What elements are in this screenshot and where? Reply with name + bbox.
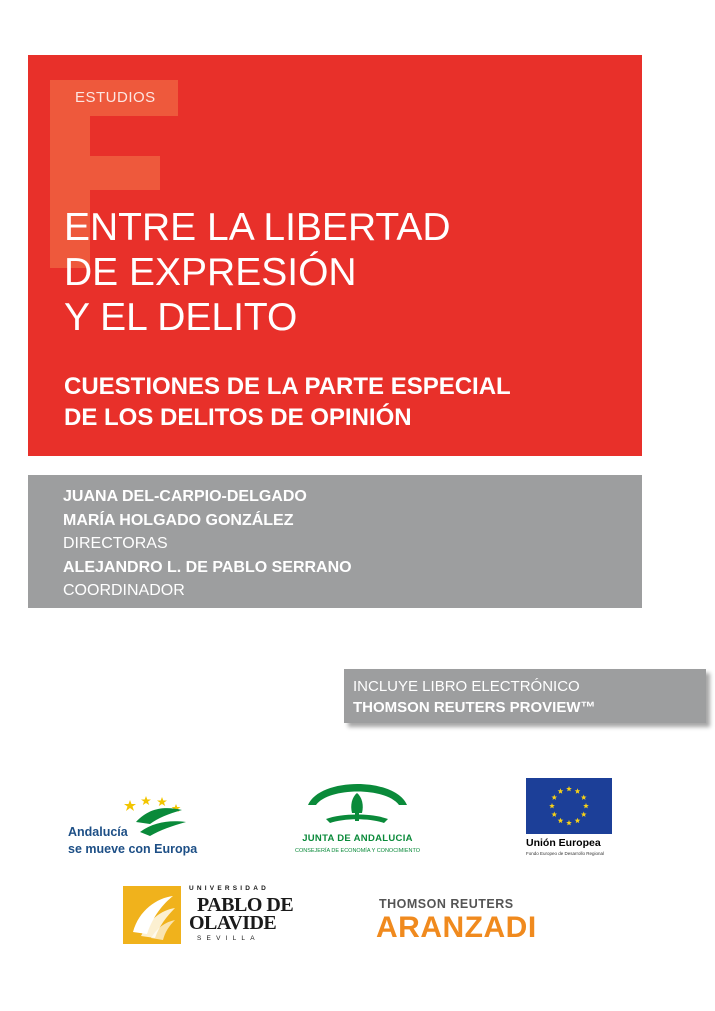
cover-red-panel <box>28 55 642 456</box>
role-label: COORDINADOR <box>63 582 185 599</box>
publisher-logo <box>374 893 554 948</box>
upo-logo-pablo: PABLO DE <box>197 894 294 916</box>
author-name: JUANA DEL-CARPIO-DELGADO <box>63 488 307 505</box>
subtitle-line: CUESTIONES DE LA PARTE ESPECIAL <box>64 373 511 400</box>
upo-logo-olavide: OLAVIDE <box>189 912 277 934</box>
upo-logo <box>123 882 294 946</box>
junta-andalucia-logo <box>280 775 435 865</box>
upo-logo-city: SEVILLA <box>197 935 260 942</box>
junta-logo-sub: CONSEJERÍA DE ECONOMÍA Y CONOCIMIENTO <box>295 848 420 854</box>
title-line: ENTRE LA LIBERTAD <box>64 206 451 249</box>
junta-arch-icon <box>280 775 435 831</box>
title-line: DE EXPRESIÓN <box>64 251 357 294</box>
coordinator-name: ALEJANDRO L. DE PABLO SERRANO <box>63 558 352 576</box>
book-title <box>64 205 624 340</box>
andalucia-logo-line2: se mueve con Europa <box>68 842 198 856</box>
junta-logo-name: JUNTA DE ANDALUCIA <box>302 833 413 844</box>
role-label: DIRECTORAS <box>63 535 168 552</box>
ebook-badge-line1: INCLUYE LIBRO ELECTRÓNICO <box>353 678 580 695</box>
ebook-badge-line2: THOMSON REUTERS PROVIEW™ <box>353 699 596 716</box>
author-name: MARÍA HOLGADO GONZÁLEZ <box>63 511 294 529</box>
credits-panel <box>28 475 642 608</box>
eu-logo-sub: Fondo Europeo de Desarrollo Regional <box>526 851 605 856</box>
andalucia-logo-line1: Andalucía <box>68 825 128 839</box>
eu-logo <box>522 776 617 866</box>
publisher-logo-line1: THOMSON REUTERS <box>379 897 514 911</box>
ebook-badge <box>344 669 706 723</box>
publisher-logo-line2: ARANZADI <box>376 911 537 944</box>
eu-flag-icon <box>526 778 612 834</box>
title-line: Y EL DELITO <box>64 296 298 339</box>
eu-logo-name: Unión Europea <box>526 837 601 849</box>
upo-logo-university: UNIVERSIDAD <box>189 885 269 892</box>
series-label: ESTUDIOS <box>75 89 156 106</box>
credits-list <box>63 485 623 603</box>
upo-emblem-icon <box>123 886 181 944</box>
andalucia-europa-logo <box>64 792 198 862</box>
book-subtitle <box>64 371 624 433</box>
subtitle-line: DE LOS DELITOS DE OPINIÓN <box>64 404 412 431</box>
